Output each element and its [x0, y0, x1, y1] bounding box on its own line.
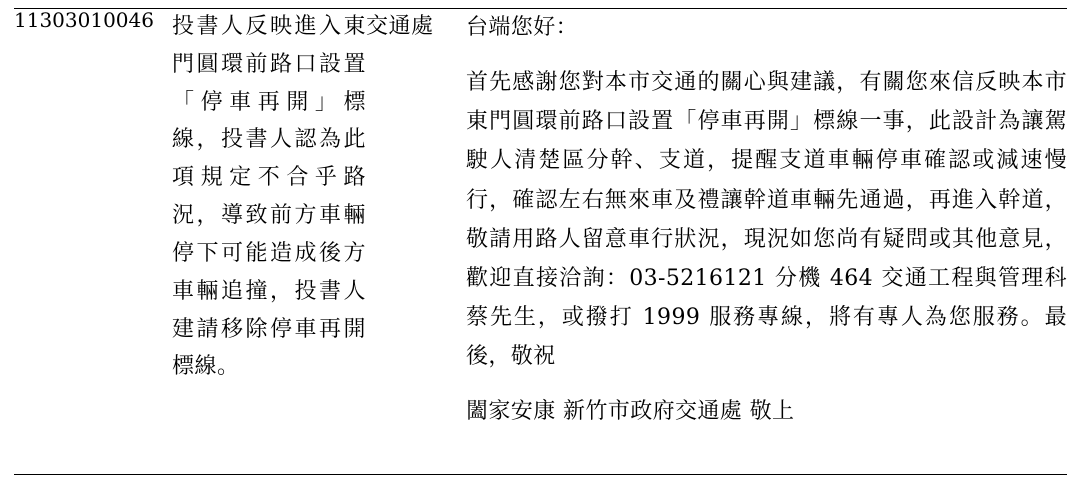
reply-cell: [466, 8, 1067, 432]
table-row: [14, 8, 1067, 432]
reply-block: [466, 8, 1067, 432]
responsible-unit-cell: [366, 8, 466, 432]
case-summary-value: 投書人反映進入東門圓環前路口設置「停車再開」標線，投書人認為此項規定不合乎路況，導致前方車輛停下可能造成後方車輛追撞，投書人建請移除停車再開標線。: [172, 14, 366, 380]
case-record-table: [14, 8, 1067, 432]
reply-closing: 闔家安康 新竹市政府交通處 敬上: [466, 399, 795, 425]
table-bottom-border: [14, 474, 1067, 475]
case-id-cell: [14, 8, 172, 432]
reply-body: 首先感謝您對本市交通的關心與建議，有關您來信反映本市東門圓環前路口設置「停車再開」標線一事，此設計為讓駕駛人清楚區分幹、支道，提醒支道車輛停車確認或減速慢行，確認左右無來車及禮讓幹道車輛先通過，再進入幹道，敬請用路人留意車行狀況，現況如您尚有疑問或其他意見，歡迎直接洽詢：03-5216121 分機 464 交通工程與管理科蔡先生，或撥打 1999 服務專線，將有專人為您服務。最後，敬祝: [466, 70, 1067, 370]
case-id-value: 11303010046: [14, 8, 154, 32]
reply-salutation: 台端您好：: [466, 15, 579, 40]
case-summary-cell: [172, 8, 366, 432]
responsible-unit-value: 交通處: [366, 14, 434, 39]
